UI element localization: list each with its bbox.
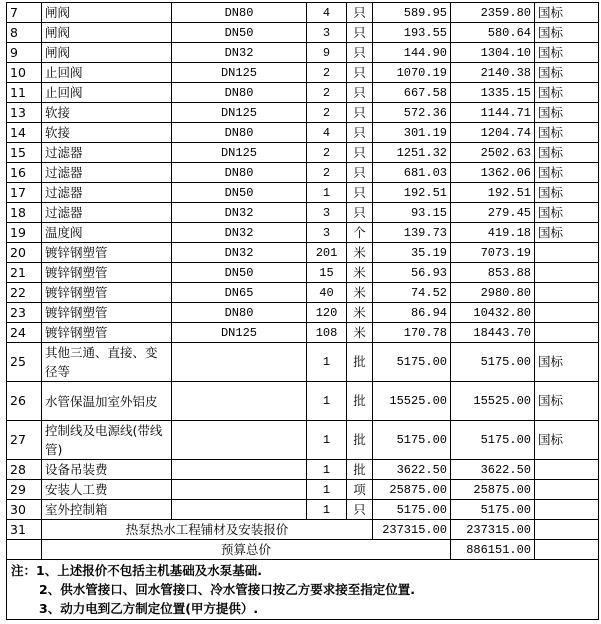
summary-row xyxy=(7,520,599,540)
item-spec: DN125 xyxy=(172,103,307,123)
item-quantity: 15 xyxy=(307,263,347,283)
item-name: 闸阀 xyxy=(42,3,172,23)
item-unit-price: 5175.00 xyxy=(373,500,451,520)
item-unit: 米 xyxy=(347,283,373,303)
item-standard xyxy=(535,460,599,480)
item-unit-price: 667.58 xyxy=(373,83,451,103)
item-total: 18443.70 xyxy=(451,323,535,343)
item-name: 闸阀 xyxy=(42,23,172,43)
item-standard xyxy=(535,303,599,323)
item-total: 2502.63 xyxy=(451,143,535,163)
item-quantity: 3 xyxy=(307,203,347,223)
table-row xyxy=(7,63,599,83)
item-unit: 批 xyxy=(347,421,373,460)
item-unit: 项 xyxy=(347,480,373,500)
row-number: 24 xyxy=(7,323,42,343)
item-spec: DN50 xyxy=(172,23,307,43)
item-name: 闸阀 xyxy=(42,43,172,63)
item-unit: 只 xyxy=(347,163,373,183)
item-unit-price: 139.73 xyxy=(373,223,451,243)
item-unit: 只 xyxy=(347,3,373,23)
item-unit: 批 xyxy=(347,382,373,421)
item-quantity: 120 xyxy=(307,303,347,323)
item-name: 镀锌钢塑管 xyxy=(42,283,172,303)
item-name: 安装人工费 xyxy=(42,480,172,500)
item-standard: 国标 xyxy=(535,103,599,123)
item-spec: DN50 xyxy=(172,183,307,203)
item-unit: 只 xyxy=(347,103,373,123)
summary-standard xyxy=(535,520,599,540)
budget-row xyxy=(7,540,599,560)
item-quantity: 108 xyxy=(307,323,347,343)
item-unit: 只 xyxy=(347,23,373,43)
item-quantity: 2 xyxy=(307,103,347,123)
notes xyxy=(7,560,599,620)
item-spec: DN32 xyxy=(172,243,307,263)
item-unit: 只 xyxy=(347,500,373,520)
item-total: 1204.74 xyxy=(451,123,535,143)
item-unit-price: 144.90 xyxy=(373,43,451,63)
item-spec: DN80 xyxy=(172,123,307,143)
item-name: 镀锌钢塑管 xyxy=(42,323,172,343)
item-spec xyxy=(172,500,307,520)
item-unit: 只 xyxy=(347,143,373,163)
item-quantity: 201 xyxy=(307,243,347,263)
item-spec: DN80 xyxy=(172,303,307,323)
item-standard xyxy=(535,263,599,283)
row-number: 28 xyxy=(7,460,42,480)
table-row xyxy=(7,263,599,283)
note-line: 3、动力电到乙方制定位置(甲方提供）. xyxy=(39,601,259,616)
item-spec: DN50 xyxy=(172,263,307,283)
item-unit: 批 xyxy=(347,343,373,382)
item-unit: 批 xyxy=(347,460,373,480)
item-total: 580.64 xyxy=(451,23,535,43)
row-number: 20 xyxy=(7,243,42,263)
item-total: 5175.00 xyxy=(451,500,535,520)
item-standard: 国标 xyxy=(535,183,599,203)
item-standard: 国标 xyxy=(535,83,599,103)
item-quantity: 1 xyxy=(307,343,347,382)
item-name: 室外控制箱 xyxy=(42,500,172,520)
row-number: 7 xyxy=(7,3,42,23)
item-unit-price: 15525.00 xyxy=(373,382,451,421)
item-spec xyxy=(172,343,307,382)
row-number: 29 xyxy=(7,480,42,500)
item-standard: 国标 xyxy=(535,382,599,421)
item-unit-price: 1070.19 xyxy=(373,63,451,83)
item-standard xyxy=(535,323,599,343)
item-unit-price: 93.15 xyxy=(373,203,451,223)
item-spec xyxy=(172,480,307,500)
item-spec: DN32 xyxy=(172,223,307,243)
row-number: 16 xyxy=(7,163,42,183)
budget-total: 886151.00 xyxy=(451,540,535,560)
row-number: 13 xyxy=(7,103,42,123)
item-spec: DN125 xyxy=(172,143,307,163)
item-total: 419.18 xyxy=(451,223,535,243)
item-total: 10432.80 xyxy=(451,303,535,323)
item-total: 1304.10 xyxy=(451,43,535,63)
table-row xyxy=(7,23,599,43)
row-number: 11 xyxy=(7,83,42,103)
row-number: 27 xyxy=(7,421,42,460)
item-spec xyxy=(172,382,307,421)
item-spec: DN125 xyxy=(172,323,307,343)
row-number: 19 xyxy=(7,223,42,243)
item-unit-price: 5175.00 xyxy=(373,421,451,460)
item-quantity: 1 xyxy=(307,460,347,480)
summary-price: 237315.00 xyxy=(373,520,451,540)
item-name: 软接 xyxy=(42,123,172,143)
item-unit: 只 xyxy=(347,83,373,103)
row-number: 23 xyxy=(7,303,42,323)
table-row xyxy=(7,223,599,243)
item-quantity: 3 xyxy=(307,23,347,43)
item-unit-price: 35.19 xyxy=(373,243,451,263)
item-standard: 国标 xyxy=(535,421,599,460)
note-line: 注：1、上述报价不包括主机基础及水泵基础. xyxy=(11,563,262,578)
item-quantity: 4 xyxy=(307,123,347,143)
table-row xyxy=(7,3,599,23)
item-name: 止回阀 xyxy=(42,83,172,103)
item-spec: DN80 xyxy=(172,3,307,23)
item-name: 止回阀 xyxy=(42,63,172,83)
item-name: 设备吊装费 xyxy=(42,460,172,480)
item-spec: DN32 xyxy=(172,203,307,223)
table-row xyxy=(7,323,599,343)
item-standard: 国标 xyxy=(535,203,599,223)
row-number: 25 xyxy=(7,343,42,382)
item-unit-price: 589.95 xyxy=(373,3,451,23)
row-number: 26 xyxy=(7,382,42,421)
item-quantity: 4 xyxy=(307,3,347,23)
table-row xyxy=(7,303,599,323)
item-quantity: 1 xyxy=(307,421,347,460)
item-total: 25875.00 xyxy=(451,480,535,500)
item-name: 控制线及电源线(带线管) xyxy=(42,421,172,460)
item-quantity: 1 xyxy=(307,183,347,203)
item-total: 2359.80 xyxy=(451,3,535,23)
item-total: 1335.15 xyxy=(451,83,535,103)
item-name: 水管保温加室外铝皮 xyxy=(42,382,172,421)
item-total: 15525.00 xyxy=(451,382,535,421)
row-number: 18 xyxy=(7,203,42,223)
item-unit-price: 193.55 xyxy=(373,23,451,43)
item-name: 镀锌钢塑管 xyxy=(42,303,172,323)
item-standard xyxy=(535,283,599,303)
table-row xyxy=(7,183,599,203)
row-number: 17 xyxy=(7,183,42,203)
item-total: 1144.71 xyxy=(451,103,535,123)
item-quantity: 1 xyxy=(307,382,347,421)
table-row xyxy=(7,460,599,480)
row-number: 30 xyxy=(7,500,42,520)
item-unit: 只 xyxy=(347,203,373,223)
item-unit-price: 3622.50 xyxy=(373,460,451,480)
item-standard: 国标 xyxy=(535,63,599,83)
item-unit: 只 xyxy=(347,183,373,203)
item-unit-price: 25875.00 xyxy=(373,480,451,500)
item-unit-price: 86.94 xyxy=(373,303,451,323)
item-name: 过滤器 xyxy=(42,203,172,223)
item-total: 2980.80 xyxy=(451,283,535,303)
item-unit-price: 1251.32 xyxy=(373,143,451,163)
item-unit-price: 5175.00 xyxy=(373,343,451,382)
table-row xyxy=(7,421,599,460)
item-unit-price: 170.78 xyxy=(373,323,451,343)
summary-label: 热泵热水工程铺材及安装报价 xyxy=(42,520,373,540)
item-quantity: 2 xyxy=(307,163,347,183)
item-spec: DN80 xyxy=(172,83,307,103)
row-number: 8 xyxy=(7,23,42,43)
item-unit: 米 xyxy=(347,303,373,323)
item-unit: 只 xyxy=(347,63,373,83)
item-unit-price: 192.51 xyxy=(373,183,451,203)
item-unit-price: 572.36 xyxy=(373,103,451,123)
item-quantity: 2 xyxy=(307,63,347,83)
item-quantity: 3 xyxy=(307,223,347,243)
item-standard: 国标 xyxy=(535,123,599,143)
item-name: 其他三通、直接、变径等 xyxy=(42,343,172,382)
item-name: 过滤器 xyxy=(42,163,172,183)
item-unit: 只 xyxy=(347,43,373,63)
table-row xyxy=(7,43,599,63)
table-row xyxy=(7,480,599,500)
table-row xyxy=(7,83,599,103)
item-name: 过滤器 xyxy=(42,143,172,163)
table-row xyxy=(7,243,599,263)
table-row xyxy=(7,343,599,382)
table-row xyxy=(7,123,599,143)
item-quantity: 2 xyxy=(307,83,347,103)
item-unit: 米 xyxy=(347,263,373,283)
item-spec xyxy=(172,460,307,480)
item-standard: 国标 xyxy=(535,143,599,163)
budget-label: 预算总价 xyxy=(42,540,451,560)
quotation-table xyxy=(6,2,599,620)
table-row xyxy=(7,103,599,123)
item-total: 853.88 xyxy=(451,263,535,283)
budget-standard xyxy=(535,540,599,560)
item-total: 279.45 xyxy=(451,203,535,223)
item-standard xyxy=(535,500,599,520)
notes-row xyxy=(7,560,599,620)
item-quantity: 1 xyxy=(307,480,347,500)
item-standard: 国标 xyxy=(535,343,599,382)
table-row xyxy=(7,382,599,421)
item-total: 3622.50 xyxy=(451,460,535,480)
row-number: 15 xyxy=(7,143,42,163)
note-line: 2、供水管接口、回水管接口、冷水管接口按乙方要求接至指定位置. xyxy=(39,582,415,597)
item-total: 192.51 xyxy=(451,183,535,203)
item-standard xyxy=(535,480,599,500)
row-number: 14 xyxy=(7,123,42,143)
table-row xyxy=(7,203,599,223)
budget-empty xyxy=(7,540,42,560)
item-standard: 国标 xyxy=(535,3,599,23)
item-name: 软接 xyxy=(42,103,172,123)
item-name: 温度阀 xyxy=(42,223,172,243)
item-total: 1362.06 xyxy=(451,163,535,183)
row-number: 9 xyxy=(7,43,42,63)
table-row xyxy=(7,500,599,520)
row-number: 10 xyxy=(7,63,42,83)
item-total: 5175.00 xyxy=(451,421,535,460)
item-unit-price: 74.52 xyxy=(373,283,451,303)
item-unit: 米 xyxy=(347,243,373,263)
row-number: 21 xyxy=(7,263,42,283)
item-unit: 米 xyxy=(347,323,373,343)
row-number: 31 xyxy=(7,520,42,540)
item-total: 2140.38 xyxy=(451,63,535,83)
item-quantity: 2 xyxy=(307,143,347,163)
item-quantity: 9 xyxy=(307,43,347,63)
item-standard: 国标 xyxy=(535,163,599,183)
item-spec: DN125 xyxy=(172,63,307,83)
table-row xyxy=(7,163,599,183)
item-unit-price: 681.03 xyxy=(373,163,451,183)
item-unit: 只 xyxy=(347,123,373,143)
item-spec: DN80 xyxy=(172,163,307,183)
item-unit: 个 xyxy=(347,223,373,243)
item-name: 过滤器 xyxy=(42,183,172,203)
item-quantity: 40 xyxy=(307,283,347,303)
item-unit-price: 56.93 xyxy=(373,263,451,283)
item-spec xyxy=(172,421,307,460)
item-total: 5175.00 xyxy=(451,343,535,382)
table-row xyxy=(7,283,599,303)
item-quantity: 1 xyxy=(307,500,347,520)
item-spec: DN32 xyxy=(172,43,307,63)
item-standard xyxy=(535,243,599,263)
table-row xyxy=(7,143,599,163)
summary-total: 237315.00 xyxy=(451,520,535,540)
item-standard: 国标 xyxy=(535,223,599,243)
item-standard: 国标 xyxy=(535,23,599,43)
item-spec: DN65 xyxy=(172,283,307,303)
item-unit-price: 301.19 xyxy=(373,123,451,143)
item-standard: 国标 xyxy=(535,43,599,63)
row-number: 22 xyxy=(7,283,42,303)
item-name: 镀锌钢塑管 xyxy=(42,243,172,263)
item-total: 7073.19 xyxy=(451,243,535,263)
item-name: 镀锌钢塑管 xyxy=(42,263,172,283)
